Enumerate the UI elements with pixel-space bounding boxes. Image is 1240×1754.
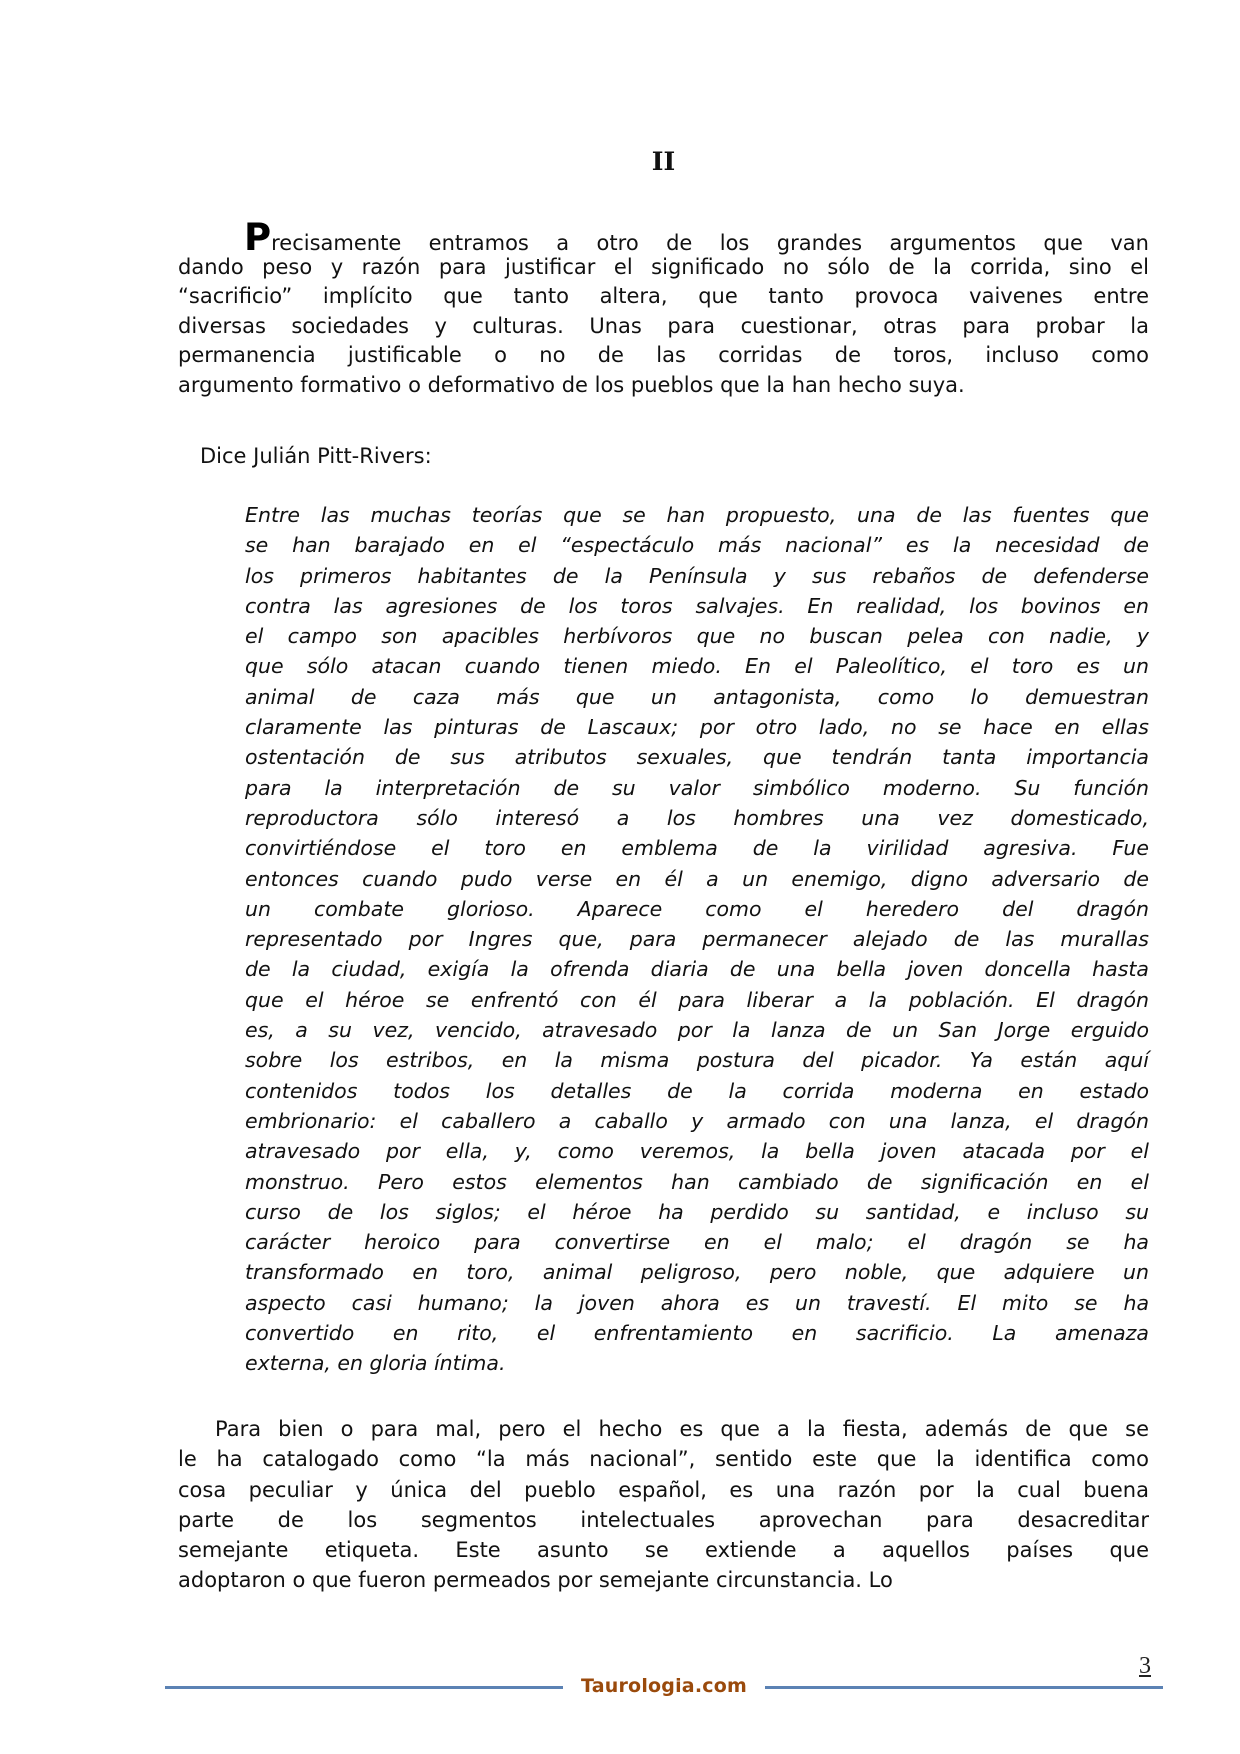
text-line: monstruo. Pero estos elementos han cambiado de significación en el: [245, 1169, 1149, 1194]
text-line: parte de los segmentos intelectuales aprovechan para desacreditar: [178, 1507, 1149, 1532]
text-line: argumento formativo o deformativo de los pueblos que la han hecho suya.: [178, 372, 965, 397]
text-line: es, a su vez, vencido, atravesado por la lanza de un San Jorge erguido: [245, 1018, 1149, 1043]
page-number: 3: [1139, 1653, 1151, 1679]
paragraph-1: [178, 216, 1149, 400]
text-line: curso de los siglos; el héroe ha perdido su santidad, e incluso su: [245, 1199, 1149, 1224]
text-line: dando peso y razón para justificar el significado no sólo de la corrida, sino el: [178, 254, 1149, 279]
text-line: embrionario: el caballero a caballo y armado con una lanza, el dragón: [245, 1108, 1149, 1133]
text-line: contenidos todos los detalles de la corrida moderna en estado: [245, 1078, 1149, 1103]
text-line: sobre los estribos, en la misma postura del picador. Ya están aquí: [245, 1048, 1149, 1073]
paragraph-1-first-line: [178, 216, 1149, 259]
text-line: reproductora sólo interesó a los hombres una vez domesticado,: [245, 805, 1149, 830]
text-line: animal de caza más que un antagonista, como lo demuestran: [245, 684, 1149, 709]
text-line: entonces cuando pudo verse en él a un enemigo, digno adversario de: [245, 866, 1149, 891]
text-line: transformado en toro, animal peligroso, pero noble, que adquiere un: [245, 1260, 1149, 1285]
text-line: para la interpretación de su valor simbólico moderno. Su función: [245, 775, 1149, 800]
text-line: contra las agresiones de los toros salvajes. En realidad, los bovinos en: [245, 593, 1149, 618]
footer-rule-left: [165, 1686, 563, 1689]
text-line: claramente las pinturas de Lascaux; por otro lado, no se hace en ellas: [245, 715, 1149, 740]
paragraph-1-first-line-text: recisamente entramos a otro de los grandes argumentos que van: [271, 231, 1149, 255]
text-line: se han barajado en el “espectáculo más nacional” es la necesidad de: [245, 533, 1149, 558]
footer-brand: Taurologia.com: [581, 1675, 747, 1697]
text-line: carácter heroico para convertirse en el malo; el dragón se ha: [245, 1230, 1149, 1255]
paragraph-1-lines: [178, 253, 1149, 401]
text-line: convertido en rito, el enfrentamiento en sacrificio. La amenaza: [245, 1321, 1149, 1346]
text-line: adoptaron o que fueron permeados por semejante circunstancia. Lo: [178, 1568, 893, 1593]
text-line: Para bien o para mal, pero el hecho es que a la fiesta, además de que se: [215, 1417, 1149, 1441]
text-line: diversas sociedades y culturas. Unas para cuestionar, otras para probar la: [178, 313, 1149, 338]
drop-cap: P: [244, 216, 272, 259]
text-line: de la ciudad, exigía la ofrenda diaria de una bella joven doncella hasta: [245, 957, 1149, 982]
text-line: cosa peculiar y única del pueblo español, es una razón por la cual buena: [178, 1477, 1149, 1502]
footer-rule-right: [765, 1686, 1163, 1689]
text-line: que sólo atacan cuando tienen miedo. En el Paleolítico, el toro es un: [245, 654, 1149, 679]
text-line: los primeros habitantes de la Península y sus rebaños de defenderse: [245, 563, 1149, 588]
block-quote: [245, 500, 1149, 1379]
text-line: externa, en gloria íntima.: [245, 1351, 506, 1376]
text-line: representado por Ingres que, para permanecer alejado de las murallas: [245, 927, 1149, 952]
text-line: Entre las muchas teorías que se han propuesto, una de las fuentes que: [245, 503, 1149, 527]
text-line: permanencia justificable o no de las corridas de toros, incluso como: [178, 343, 1149, 367]
paragraph-3: [178, 1414, 1149, 1596]
text-line: atravesado por ella, y, como veremos, la bella joven atacada por el: [245, 1139, 1149, 1164]
text-line: que el héroe se enfrentó con él para liberar a la población. El dragón: [245, 987, 1149, 1012]
text-line: le ha catalogado como “la más nacional”, sentido este que la identifica como: [178, 1447, 1149, 1472]
text-line: ostentación de sus atributos sexuales, que tendrán tanta importancia: [245, 745, 1149, 770]
text-line: “sacrificio” implícito que tanto altera, que tanto provoca vaivenes entre: [178, 284, 1149, 308]
text-line: un combate glorioso. Aparece como el heredero del dragón: [245, 896, 1149, 921]
text-line: aspecto casi humano; la joven ahora es un travestí. El mito se ha: [245, 1290, 1149, 1315]
text-line: semejante etiqueta. Este asunto se extiende a aquellos países que: [178, 1538, 1149, 1563]
text-line: convirtiéndose el toro en emblema de la virilidad agresiva. Fue: [245, 836, 1149, 861]
text-line: el campo son apacibles herbívoros que no buscan pelea con nadie, y: [245, 624, 1149, 649]
quote-intro: Dice Julián Pitt-Rivers:: [200, 444, 432, 468]
section-heading: II: [651, 147, 676, 176]
